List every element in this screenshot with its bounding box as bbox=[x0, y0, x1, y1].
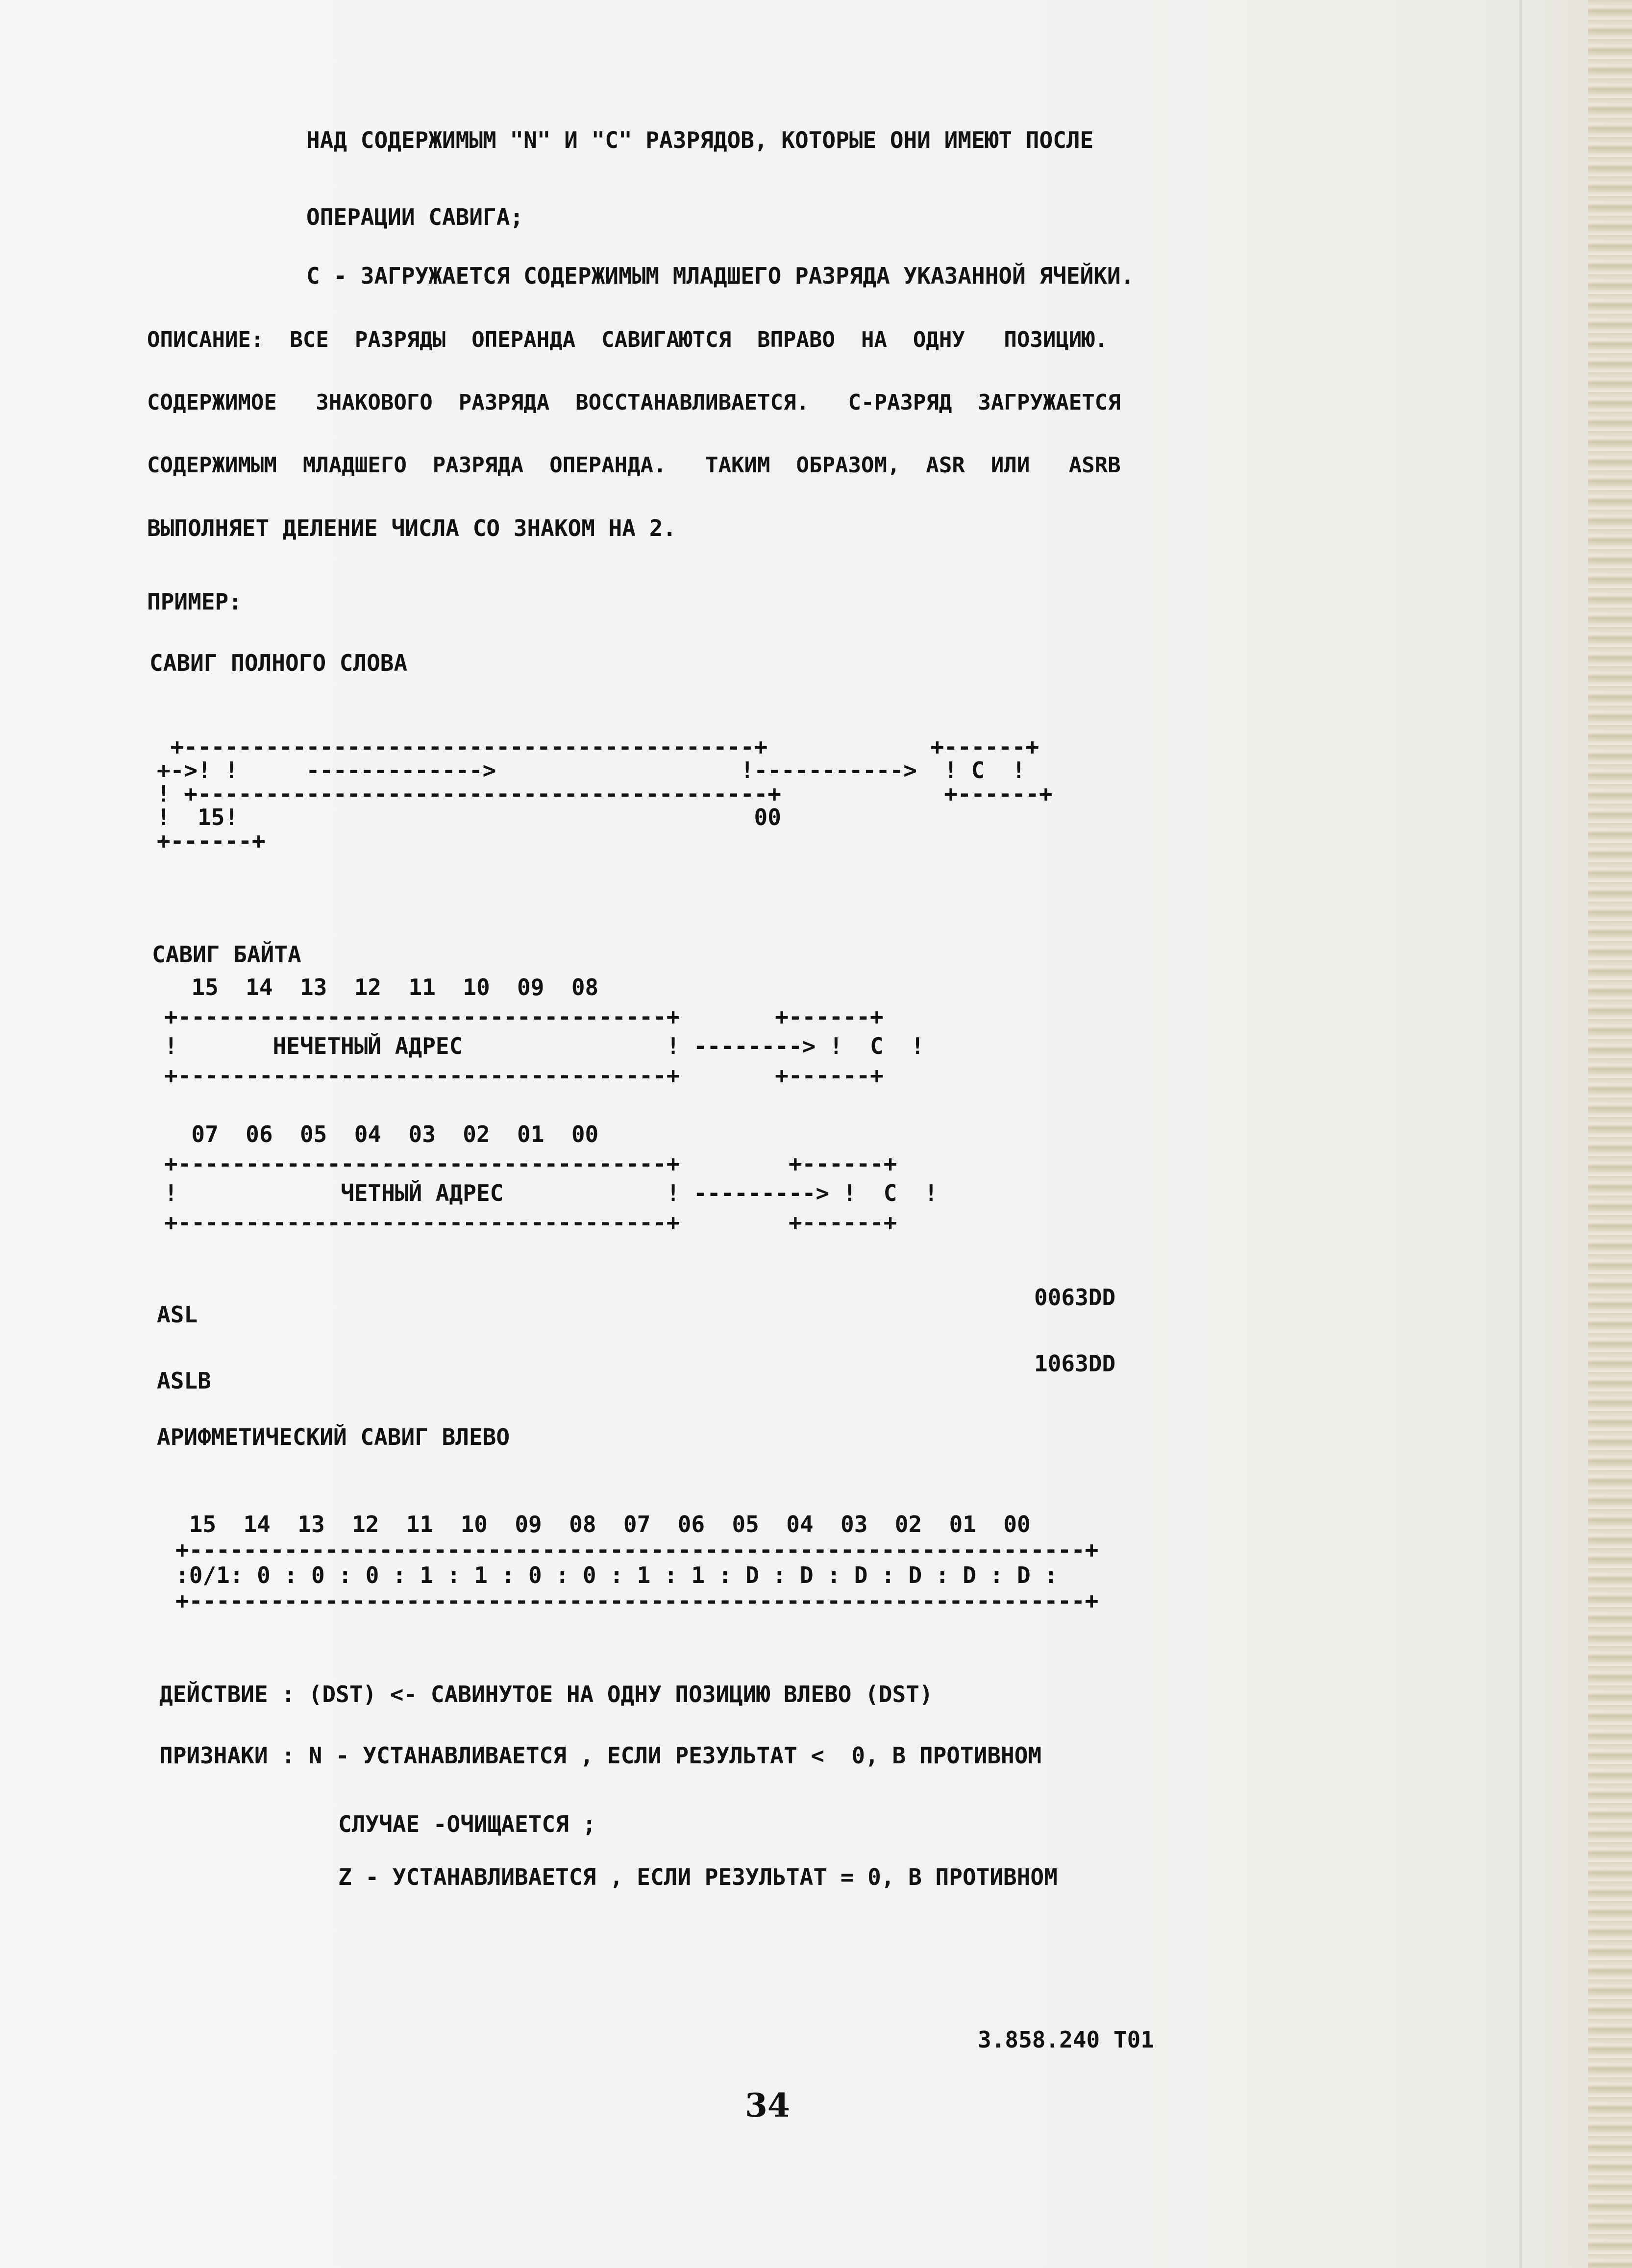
page-number: 34 bbox=[745, 2086, 790, 2124]
text-line: ВЫПОЛНЯЕТ ДЕЛЕНИЕ ЧИСЛА СО ЗНАКОМ НА 2. bbox=[147, 515, 677, 541]
text-line: НАД СОДЕРЖИМЫМ "N" И "C" РАЗРЯДОВ, КОТОРЫЕ ОНИ ИМЕЮТ ПОСЛЕ bbox=[306, 127, 1094, 153]
text-line: СОДЕРЖИМЫМ МЛАДШЕГО РАЗРЯДА ОПЕРАНДА. ТАКИМ ОБРАЗОМ, ASR ИЛИ ASRB bbox=[147, 453, 1121, 478]
page-fold-line bbox=[1519, 0, 1522, 2268]
text-line: ПРИЗНАКИ : N - УСТАНАВЛИВАЕТСЯ , ЕСЛИ РЕЗУЛЬТАТ < 0, В ПРОТИВНОМ bbox=[159, 1742, 1042, 1769]
text-line: СОДЕРЖИМОЕ ЗНАКОВОГО РАЗРЯДА ВОССТАНАВЛИВАЕТСЯ. С-РАЗРЯД ЗАГРУЖАЕТСЯ bbox=[147, 390, 1121, 415]
asl-bit-diagram: 15 14 13 12 11 10 09 08 07 06 05 04 03 02 01 00 +------------------------------------------------------------------+ :0/1: 0 : 0 : 0 : 1 : 1 : 0 : 0 : 1 : 1 : D : D : D : D : D : D : +------------------------------------------------------------------+ bbox=[175, 1511, 1099, 1614]
byte-shift-diagram: 15 14 13 12 11 10 09 08 +------------------------------------+ +------+ ! НЕЧЕТНЫЙ АДРЕС ! --------> ! C ! +------------------------------------+ +------+ 07 06 05 04 03 02 01 00 +------------------------------------+ +------+ ! ЧЕТНЫЙ АДРЕС ! ---------> ! C ! +------------------------------------+ +------+ bbox=[164, 974, 938, 1236]
text-line: СЛУЧАЕ -ОЧИЩАЕТСЯ ; bbox=[338, 1811, 596, 1837]
text-line: ДЕЙСТВИЕ : (DST) <- САВИНУТОЕ НА ОДНУ ПОЗИЦИЮ ВЛЕВО (DST) bbox=[159, 1681, 933, 1707]
text-line: С - ЗАГРУЖАЕТСЯ СОДЕРЖИМЫМ МЛАДШЕГО РАЗРЯДА УКАЗАННОЙ ЯЧЕЙКИ. bbox=[306, 263, 1135, 289]
opcode-value: 1063DD bbox=[1034, 1350, 1116, 1377]
instruction-mnemonic: ASLB bbox=[157, 1367, 211, 1394]
text-line: ОПИСАНИЕ: ВСЕ РАЗРЯДЫ ОПЕРАНДА САВИГАЮТСЯ ВПРАВО НА ОДНУ ПОЗИЦИЮ. bbox=[147, 327, 1108, 352]
section-heading: САВИГ ПОЛНОГО СЛОВА bbox=[149, 650, 408, 676]
section-heading: САВИГ БАЙТА bbox=[152, 941, 301, 968]
instruction-mnemonic: ASL bbox=[157, 1301, 198, 1328]
text-line: Z - УСТАНАВЛИВАЕТСЯ , ЕСЛИ РЕЗУЛЬТАТ = 0, В ПРОТИВНОМ bbox=[338, 1864, 1058, 1890]
word-shift-diagram: +------------------------------------------+ +------+ +->! ! -------------> !-----------> ! C ! ! +------------------------------------------+ +------+ ! 15! 00 +------+ bbox=[157, 733, 1053, 854]
text-line: ОПЕРАЦИИ САВИГА; bbox=[306, 204, 524, 230]
document-code: 3.858.240 Т01 bbox=[978, 2026, 1155, 2053]
opcode-value: 0063DD bbox=[1034, 1284, 1116, 1311]
example-heading: ПРИМЕР: bbox=[147, 588, 242, 615]
torn-page-edge bbox=[1588, 0, 1632, 2268]
section-heading: АРИФМЕТИЧЕСКИЙ САВИГ ВЛЕВО bbox=[157, 1424, 510, 1450]
